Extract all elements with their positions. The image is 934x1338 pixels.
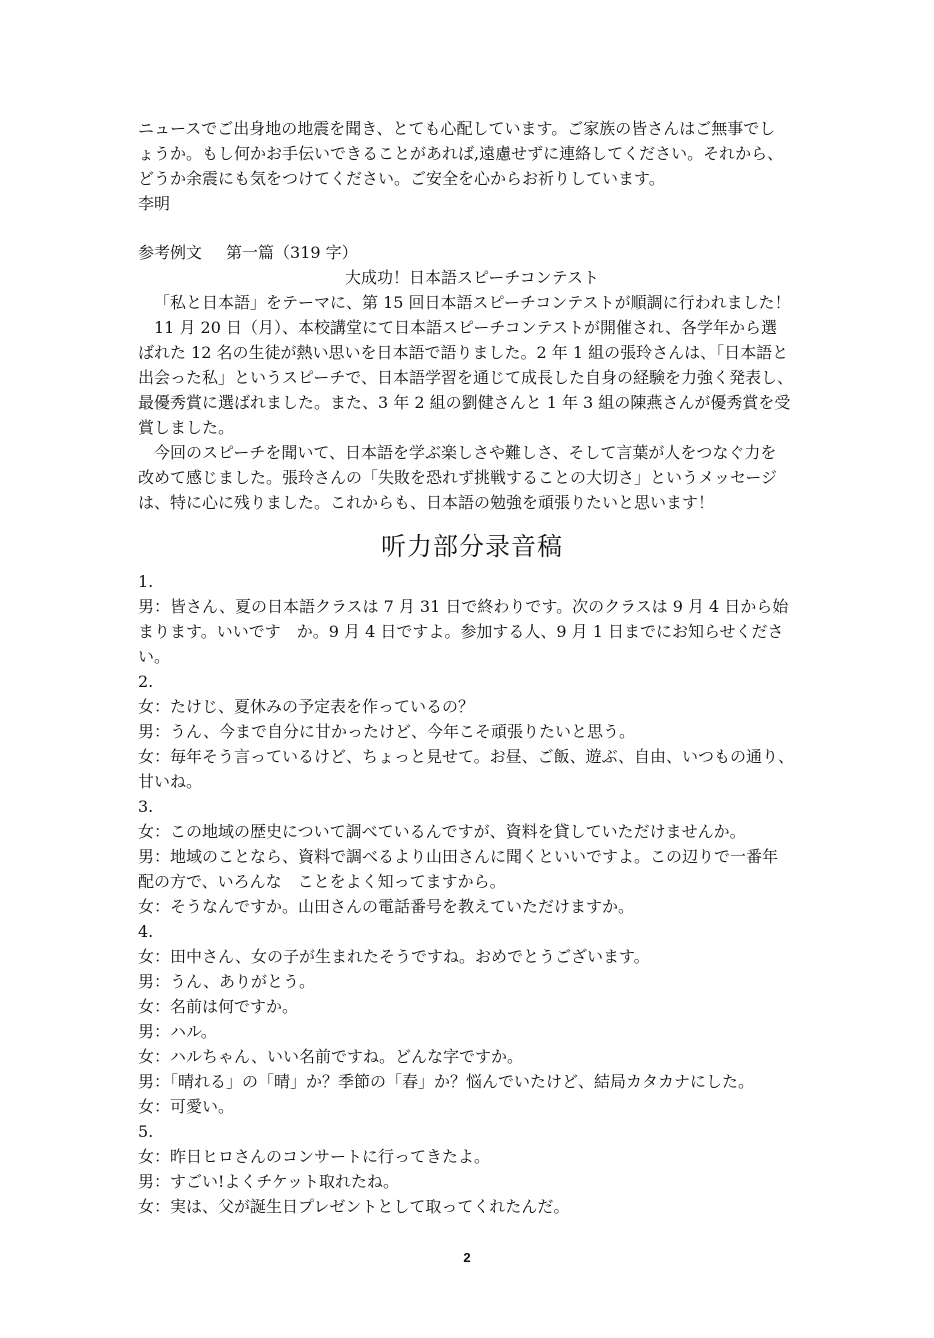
reference-label: 参考例文	[138, 243, 203, 262]
dialogue-line: 男：うん、今まで自分に甘かったけど、今年こそ頑張りたいと思う。	[138, 722, 635, 741]
essay-line: 「私と日本語」をテーマに、第 15 回日本語スピーチコンテストが順調に行われました！	[154, 293, 791, 312]
essay-line: は、特に心に残りました。これからも、日本語の勉強を頑張りたいと思います！	[138, 493, 715, 512]
dialogue-line: 女：実は、父が誕生日プレゼントとして取ってくれたんだ。	[138, 1197, 570, 1216]
dialogue-line: 女：この地域の歴史について調べているんですが、資料を貸していただけませんか。	[138, 822, 746, 841]
essay-line: ばれた 12 名の生徒が熱い思いを日本語で語りました。2 年 1 組の張玲さんは、「日本語と	[138, 343, 789, 362]
letter-body	[138, 116, 806, 216]
dialogue-line: 女：可愛い。	[138, 1097, 235, 1116]
item-number: 3.	[138, 797, 154, 816]
dialogue-line: 男：「晴れる」の「晴」か？季節の「春」か？悩んでいたけど、結局カタカナにした。	[138, 1072, 755, 1091]
letter-line: どうか余震にも気をつけてください。ご安全を心からお祈りしています。	[138, 169, 665, 188]
letter-line: ょうか。もし何かお手伝いできることがあれば,遠慮せずに連絡してください。それから、	[138, 144, 784, 163]
essay-line: 出会った私」というスピーチで、日本語学習を通じて成長した自身の経験を力強く発表し、	[138, 368, 794, 387]
dialogue-line: い。	[138, 647, 171, 666]
essay-line: 改めて感じました。張玲さんの「失敗を恐れず挑戦することの大切さ」というメッセージ	[138, 468, 778, 487]
dialogue-line: 男：すごい!よくチケット取れたね。	[138, 1172, 399, 1191]
dialogue-line: 男：うん、ありがとう。	[138, 972, 315, 991]
transcript-item	[138, 569, 806, 669]
essay-line: 11 月 20 日（月）、本校講堂にて日本語スピーチコンテストが開催され、各学年から選	[154, 318, 778, 337]
dialogue-line: 女：名前は何ですか。	[138, 997, 299, 1016]
transcript-item	[138, 919, 806, 1119]
letter-line: ニュースでご出身地の地震を聞き、とても心配しています。ご家族の皆さんはご無事でし	[138, 119, 776, 138]
essay-line: 今回のスピーチを聞いて、日本語を学ぶ楽しさや難しさ、そして言葉が人をつなぐ力を	[154, 443, 777, 462]
item-number: 2.	[138, 672, 154, 691]
dialogue-line: 女：昨日ヒロさんのコンサートに行ってきたよ。	[138, 1147, 491, 1166]
item-number: 4.	[138, 922, 154, 941]
dialogue-line: 配の方で、いろんな ことをよく知ってますから。	[138, 872, 506, 891]
dialogue-line: 女：そうなんですか。山田さんの電話番号を教えていただけますか。	[138, 897, 635, 916]
transcript-item	[138, 1119, 806, 1219]
letter-signature: 李明	[138, 194, 171, 213]
transcript-item	[138, 669, 806, 794]
essay-line: 賞しました。	[138, 418, 235, 437]
essay-line: 最優秀賞に選ばれました。また、3 年 2 組の劉健さんと 1 年 3 組の陳燕さんが優秀賞を受	[138, 393, 791, 412]
dialogue-line: 男：地域のことなら、資料で調べるより山田さんに聞くといいですよ。この辺りで一番年	[138, 847, 779, 866]
item-number: 1.	[138, 572, 154, 591]
dialogue-line: 甘いね。	[138, 772, 203, 791]
item-number: 5.	[138, 1122, 154, 1141]
reference-heading	[138, 240, 806, 265]
dialogue-line: 男：ハル。	[138, 1022, 217, 1041]
page-number: 2	[463, 1250, 471, 1265]
spacer	[138, 216, 806, 240]
dialogue-line: 女：たけじ、夏休みの予定表を作っているの？	[138, 697, 475, 716]
listening-transcript	[138, 569, 806, 1219]
transcript-item	[138, 794, 806, 919]
page-content	[138, 116, 806, 1219]
dialogue-line: 女：田中さん、女の子が生まれたそうですね。おめでとうございます。	[138, 947, 650, 966]
listening-title: 听力部分录音稿	[380, 532, 563, 561]
dialogue-line: まります。いいです か。9 月 4 日ですよ。参加する人、9 月 1 日までにお知らせくださ	[138, 622, 784, 641]
dialogue-line: 女：毎年そう言っているけど、ちょっと見せて。お昼、ご飯、遊ぶ、自由、いつもの通り、	[138, 747, 795, 766]
reference-essay	[138, 240, 806, 515]
dialogue-line: 男：皆さん、夏の日本語クラスは 7 月 31 日で終わりです。次のクラスは 9 月 4 日から始	[138, 597, 789, 616]
essay-title: 大成功！日本語スピーチコンテスト	[344, 268, 600, 287]
dialogue-line: 女：ハルちゃん、いい名前ですね。どんな字ですか。	[138, 1047, 523, 1066]
reference-piece: 第一篇（319 字）	[226, 243, 358, 262]
